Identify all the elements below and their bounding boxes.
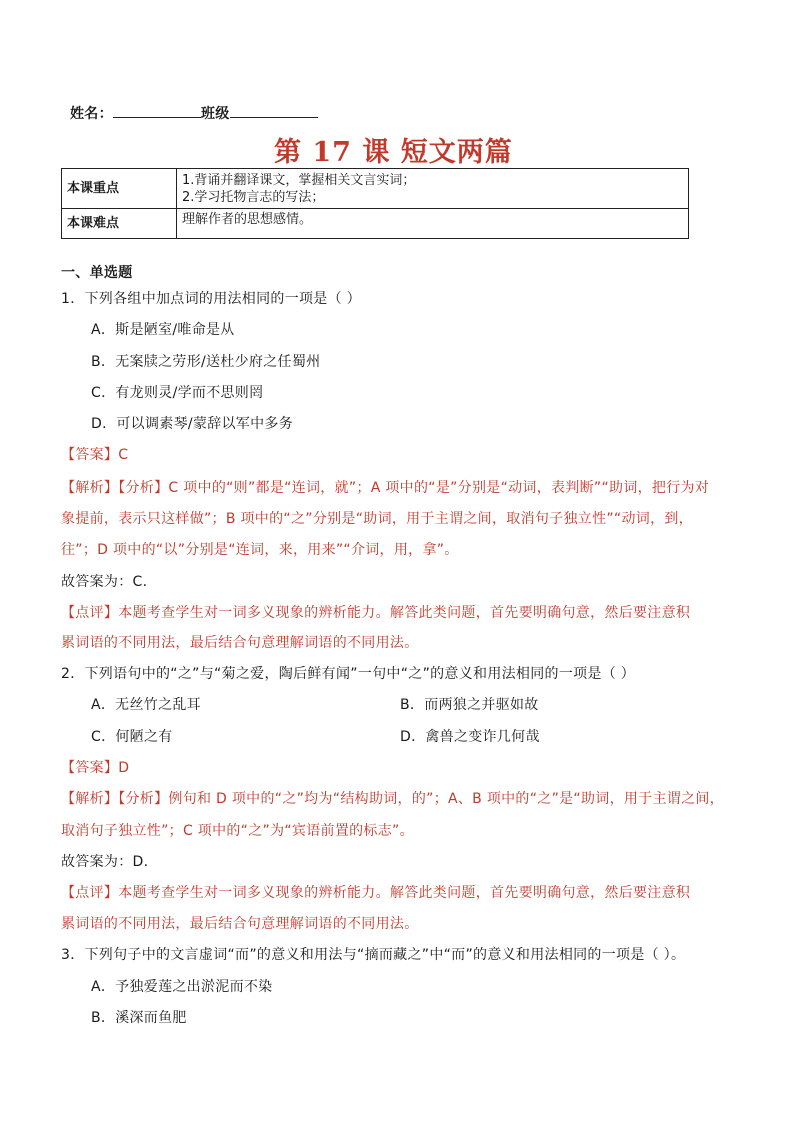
q1-stem: 1．下列各组中加点词的用法相同的一项是（ ） bbox=[61, 291, 361, 307]
lesson-info-table bbox=[61, 168, 689, 239]
q3-stem: 3．下列句子中的文言虚词“而”的意义和用法与“摘而藏之”中“而”的意义和用法相同的一项是（ ）。 bbox=[61, 947, 686, 963]
focus-content bbox=[177, 169, 689, 209]
q1-option-b: B．无案牍之劳形/送杜少府之任蜀州 bbox=[91, 354, 321, 370]
q1-analysis-line: 象提前，表示只这样做”；B 项中的“之”分别是“助词，用于主谓之间，取消句子独立性”“动词，到， bbox=[61, 511, 693, 527]
q2-analysis-line: 【解析】【分析】例句和 D 项中的“之”均为“结构助词，的”；A、B 项中的“之”是“助词，用于主谓之间， bbox=[61, 791, 724, 807]
class-label: 班级 bbox=[200, 106, 230, 122]
name-label: 姓名： bbox=[70, 106, 113, 122]
q1-option-c: C．有龙则灵/学而不思则罔 bbox=[91, 385, 264, 401]
difficulty-label: 本课难点 bbox=[62, 209, 177, 239]
q2-option-d: D．禽兽之变诈几何哉 bbox=[400, 729, 540, 745]
q2-comment-line: 【点评】本题考查学生对一词多义现象的辨析能力。解答此类问题，首先要明确句意，然后要注意积 bbox=[61, 885, 691, 901]
q1-comment-line: 累词语的不同用法，最后结合句意理解词语的不同用法。 bbox=[61, 635, 419, 651]
q2-analysis-line: 取消句子独立性”；C 项中的“之”为“宾语前置的标志”。 bbox=[61, 823, 414, 839]
q1-comment-line: 【点评】本题考查学生对一词多义现象的辨析能力。解答此类问题，首先要明确句意，然后要注意积 bbox=[61, 605, 691, 621]
q2-conclusion: 故答案为：D. bbox=[61, 854, 149, 870]
class-blank bbox=[230, 103, 318, 118]
q1-analysis-line: 往”；D 项中的“以”分别是“连词，来，用来”“介词，用，拿”。 bbox=[61, 542, 459, 558]
q3-option-b: B．溪深而鱼肥 bbox=[91, 1010, 187, 1026]
page-title: 第 17 课 短文两篇 bbox=[274, 137, 513, 168]
q2-option-a: A．无丝竹之乱耳 bbox=[91, 697, 201, 713]
q1-conclusion: 故答案为：C. bbox=[61, 574, 148, 590]
section-title: 一、单选题 bbox=[61, 265, 133, 281]
focus-label: 本课重点 bbox=[62, 169, 177, 209]
q2-stem: 2．下列语句中的“之”与“菊之爱，陶后鲜有闻”一句中“之”的意义和用法相同的一项是（ ） bbox=[61, 666, 636, 682]
q1-option-d: D．可以调素琴/蒙辞以军中多务 bbox=[91, 416, 293, 432]
difficulty-content: 理解作者的思想感情。 bbox=[177, 209, 689, 239]
q1-answer: 【答案】C bbox=[61, 447, 129, 463]
focus-item: 1.背诵并翻译课文，掌握相关文言实词； bbox=[182, 172, 416, 188]
q2-option-c: C．何陋之有 bbox=[91, 729, 173, 745]
focus-item: 2.学习托物言志的写法； bbox=[182, 189, 325, 205]
name-blank bbox=[113, 103, 201, 118]
name-class-line bbox=[70, 103, 318, 124]
q2-comment-line: 累词语的不同用法，最后结合句意理解词语的不同用法。 bbox=[61, 916, 419, 932]
q1-analysis-line: 【解析】【分析】C 项中的“则”都是“连词，就”；A 项中的“是”分别是“动词，表判断”“助词，把行为对 bbox=[61, 480, 710, 496]
q1-option-a: A．斯是陋室/唯命是从 bbox=[91, 322, 235, 338]
q3-option-a: A．予独爱莲之出淤泥而不染 bbox=[91, 979, 273, 995]
q2-option-b: B．而两狼之并驱如故 bbox=[400, 697, 539, 713]
q2-answer: 【答案】D bbox=[61, 760, 130, 776]
